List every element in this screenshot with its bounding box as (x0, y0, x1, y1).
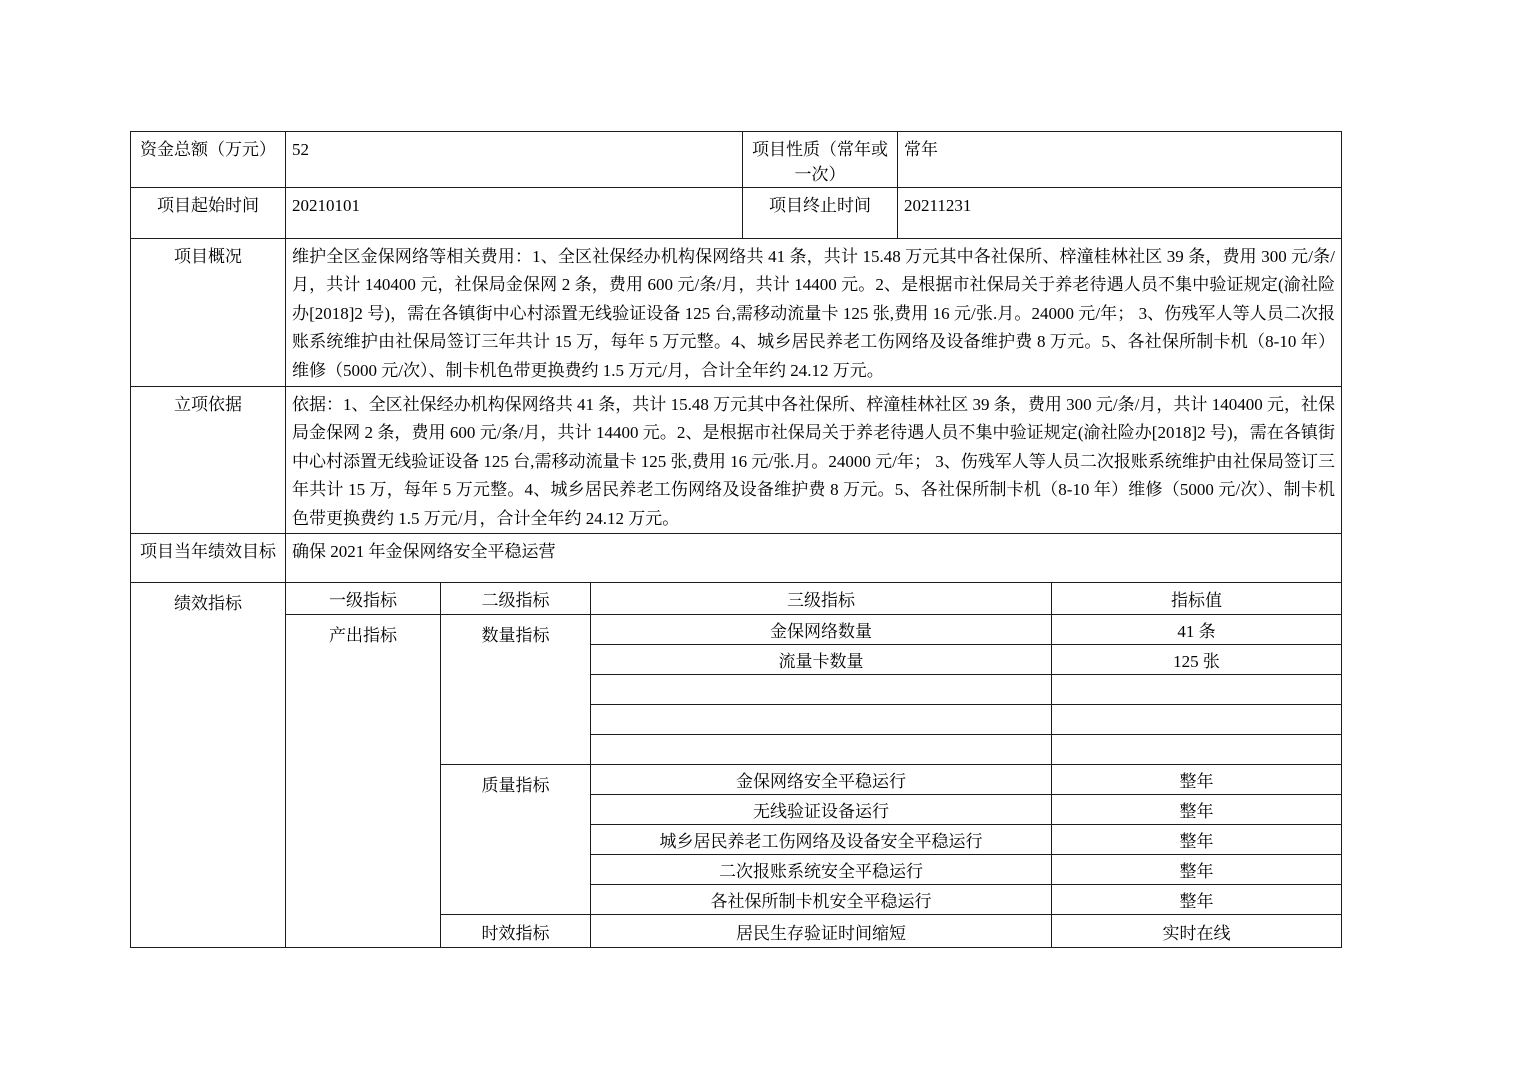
project-nature-label: 项目性质（常年或一次） (743, 132, 898, 188)
indicator-value-cell: 实时在线 (1052, 915, 1342, 948)
indicator-name-cell: 各社保所制卡机安全平稳运行 (591, 885, 1052, 915)
indicator-name-cell: 无线验证设备运行 (591, 795, 1052, 825)
project-overview-text: 维护全区金保网络等相关费用：1、全区社保经办机构保网络共 41 条，共计 15.48 万元其中各社保所、梓潼桂林社区 39 条，费用 300 元/条/月，共计 140400 元，社保局金保网 2 条，费用 600 元/条/月，共计 14400 元。2、是根据市社保局关于养老待遇人员不集中验证规定(渝社险办[2018]2 号)，需在各镇街中心村添置无线验证设备 125 台,需移动流量卡 125 张,费用 16 元/张.月。24000 元/年； 3、伤残军人等人员二次报账系统维护由社保局签订三年共计 15 万，每年 5 万元整。4、城乡居民养老工伤网络及设备维护费 8 万元。5、各社保所制卡机（8-10 年）维修（5000 元/次）、制卡机色带更换费约 1.5 万元/月，合计全年约 24.12 万元。 (286, 239, 1342, 387)
indicator-value-cell: 41 条 (1052, 615, 1342, 645)
project-basis-text: 依据：1、全区社保经办机构保网络共 41 条，共计 15.48 万元其中各社保所、梓潼桂林社区 39 条，费用 300 元/条/月，共计 140400 元，社保局金保网 2 条，费用 600 元/条/月，共计 14400 元。2、是根据市社保局关于养老待遇人员不集中验证规定(渝社险办[2018]2 号)，需在各镇街中心村添置无线验证设备 125 台,需移动流量卡 125 张,费用 16 元/张.月。24000 元/年； 3、伤残军人等人员二次报账系统维护由社保局签订三年共计 15 万，每年 5 万元整。4、城乡居民养老工伤网络及设备维护费 8 万元。5、各社保所制卡机（8-10 年）维修（5000 元/次）、制卡机色带更换费约 1.5 万元/月，合计全年约 24.12 万元。 (286, 387, 1342, 534)
indicator-value-cell: 整年 (1052, 855, 1342, 885)
level2-quantity-label: 数量指标 (441, 615, 591, 765)
indicators-table (130, 582, 1342, 948)
indicator-value-cell: 整年 (1052, 795, 1342, 825)
table-row (131, 387, 1342, 534)
indicator-name-cell: 流量卡数量 (591, 645, 1052, 675)
indicator-value-cell: 整年 (1052, 825, 1342, 855)
level1-output-label: 产出指标 (286, 615, 441, 948)
indicator-name-cell: 城乡居民养老工伤网络及设备安全平稳运行 (591, 825, 1052, 855)
funding-total-value: 52 (286, 132, 743, 188)
level2-quality-label: 质量指标 (441, 765, 591, 915)
indicator-name-cell (591, 675, 1052, 705)
table-row (131, 132, 1342, 188)
project-nature-value: 常年 (898, 132, 1342, 188)
indicator-value-cell (1052, 705, 1342, 735)
annual-goal-label: 项目当年绩效目标 (131, 534, 286, 583)
indicator-value-cell: 125 张 (1052, 645, 1342, 675)
project-basis-label: 立项依据 (131, 387, 286, 534)
indicator-value-cell: 整年 (1052, 765, 1342, 795)
indicator-row (131, 615, 1342, 645)
indicator-name-cell: 金保网络数量 (591, 615, 1052, 645)
indicator-value-cell (1052, 735, 1342, 765)
info-table (130, 131, 1342, 239)
start-date-value: 20210101 (286, 188, 743, 239)
indicator-name-cell (591, 705, 1052, 735)
indicator-name-cell: 二次报账系统安全平稳运行 (591, 855, 1052, 885)
end-date-label: 项目终止时间 (743, 188, 898, 239)
annual-goal-text: 确保 2021 年金保网络安全平稳运营 (286, 534, 1342, 583)
level1-header: 一级指标 (286, 583, 441, 615)
level3-header: 三级指标 (591, 583, 1052, 615)
funding-total-label: 资金总额（万元） (131, 132, 286, 188)
indicator-value-cell: 整年 (1052, 885, 1342, 915)
indicator-name-cell (591, 735, 1052, 765)
indicators-section-label: 绩效指标 (131, 583, 286, 948)
project-overview-label: 项目概况 (131, 239, 286, 387)
value-header: 指标值 (1052, 583, 1342, 615)
table-row (131, 188, 1342, 239)
indicator-name-cell: 金保网络安全平稳运行 (591, 765, 1052, 795)
table-row (131, 534, 1342, 583)
description-table (130, 238, 1342, 583)
indicator-value-cell (1052, 675, 1342, 705)
level2-header: 二级指标 (441, 583, 591, 615)
end-date-value: 20211231 (898, 188, 1342, 239)
indicator-name-cell: 居民生存验证时间缩短 (591, 915, 1052, 948)
project-performance-table (130, 131, 1342, 948)
indicators-header-row (131, 583, 1342, 615)
start-date-label: 项目起始时间 (131, 188, 286, 239)
level2-timeliness-label: 时效指标 (441, 915, 591, 948)
table-row (131, 239, 1342, 387)
